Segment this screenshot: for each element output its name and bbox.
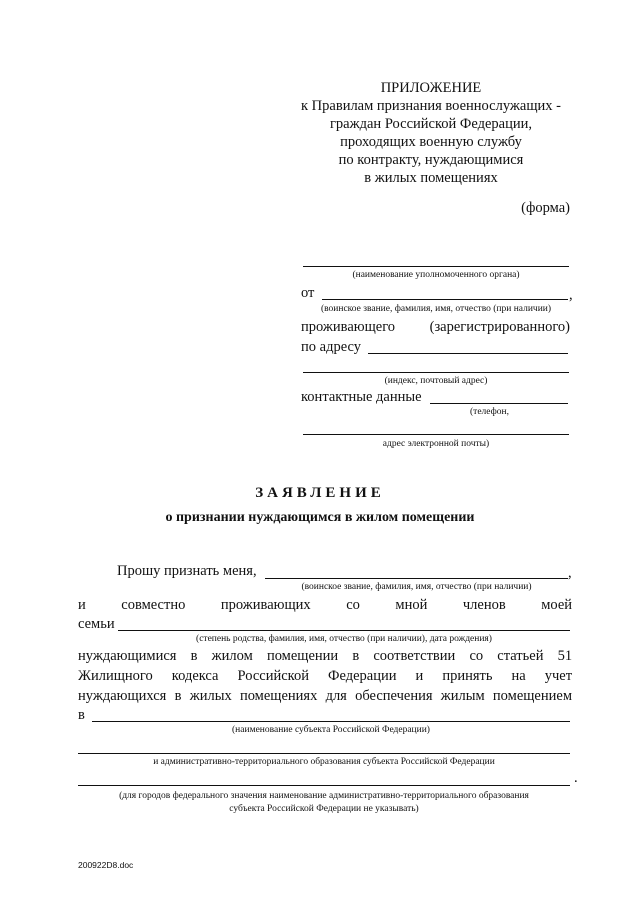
- note-line: [78, 785, 570, 786]
- email-line: [303, 434, 569, 435]
- period: .: [574, 770, 578, 786]
- address-caption: (индекс, почтовый адрес): [384, 376, 488, 386]
- phone-caption: (телефон,: [470, 407, 509, 417]
- unit-caption: и административно-территориального образования субъекта Российской Федерации: [153, 757, 495, 767]
- organ-line: [303, 266, 569, 267]
- appendix-line: к Правилам признания военнослужащих -: [301, 98, 561, 114]
- family-label: семьи: [78, 616, 115, 632]
- comma: ,: [569, 287, 573, 303]
- in-label: в: [78, 707, 85, 723]
- unit-line: [78, 753, 570, 754]
- paragraph-line: нуждающимися в жилом помещении в соответствии со статьей 51: [78, 648, 573, 664]
- family-line: и совместно проживающих со мной членов моей: [78, 597, 573, 613]
- address-line-2: [303, 372, 569, 373]
- file-name: 200922D8.doc: [78, 860, 134, 870]
- address-label: по адресу: [301, 339, 361, 355]
- subject-line: [92, 721, 570, 722]
- address-line: [368, 353, 568, 354]
- document-title: ЗАЯВЛЕНИЕ: [255, 485, 385, 501]
- request-caption: (воинское звание, фамилия, имя, отчество (при наличии): [301, 582, 532, 592]
- organ-caption: (наименование уполномоченного органа): [352, 270, 520, 280]
- appendix-line: граждан Российской Федерации,: [329, 116, 533, 132]
- family-caption: (степень родства, фамилия, имя, отчество (при наличии), дата рождения): [196, 634, 492, 644]
- appendix-title: ПРИЛОЖЕНИЕ: [380, 80, 482, 96]
- note-caption-1: (для городов федерального значения наименование административно-территориального образования: [119, 791, 529, 801]
- paragraph-line: нуждающихся в жилых помещениях для обеспечения жилым помещением: [78, 688, 572, 704]
- registered-word: (зарегистрированного): [429, 319, 570, 335]
- appendix-line: в жилых помещениях: [364, 170, 498, 186]
- from-caption: (воинское звание, фамилия, имя, отчество (при наличии): [320, 304, 552, 314]
- form-label: (форма): [521, 200, 570, 216]
- email-caption: адрес электронной почты): [382, 439, 490, 449]
- note-caption-2: субъекта Российской Федерации не указывать): [229, 804, 419, 814]
- from-line: [322, 299, 568, 300]
- family-field-line: [118, 630, 570, 631]
- document-subtitle: о признании нуждающимся в жилом помещении: [165, 510, 475, 525]
- request-label: Прошу признать меня,: [117, 563, 257, 579]
- living-word: проживающего: [301, 319, 396, 335]
- comma: ,: [568, 565, 572, 581]
- appendix-line: проходящих военную службу: [340, 134, 522, 150]
- subject-caption: (наименование субъекта Российской Федерации): [232, 725, 430, 735]
- from-label: от: [301, 285, 315, 301]
- request-line: [265, 578, 568, 579]
- contacts-line: [430, 403, 568, 404]
- paragraph-line: Жилищного кодекса Российской Федерации и принять на учет: [78, 668, 573, 684]
- contacts-label: контактные данные: [301, 389, 422, 405]
- appendix-line: по контракту, нуждающимися: [338, 152, 524, 168]
